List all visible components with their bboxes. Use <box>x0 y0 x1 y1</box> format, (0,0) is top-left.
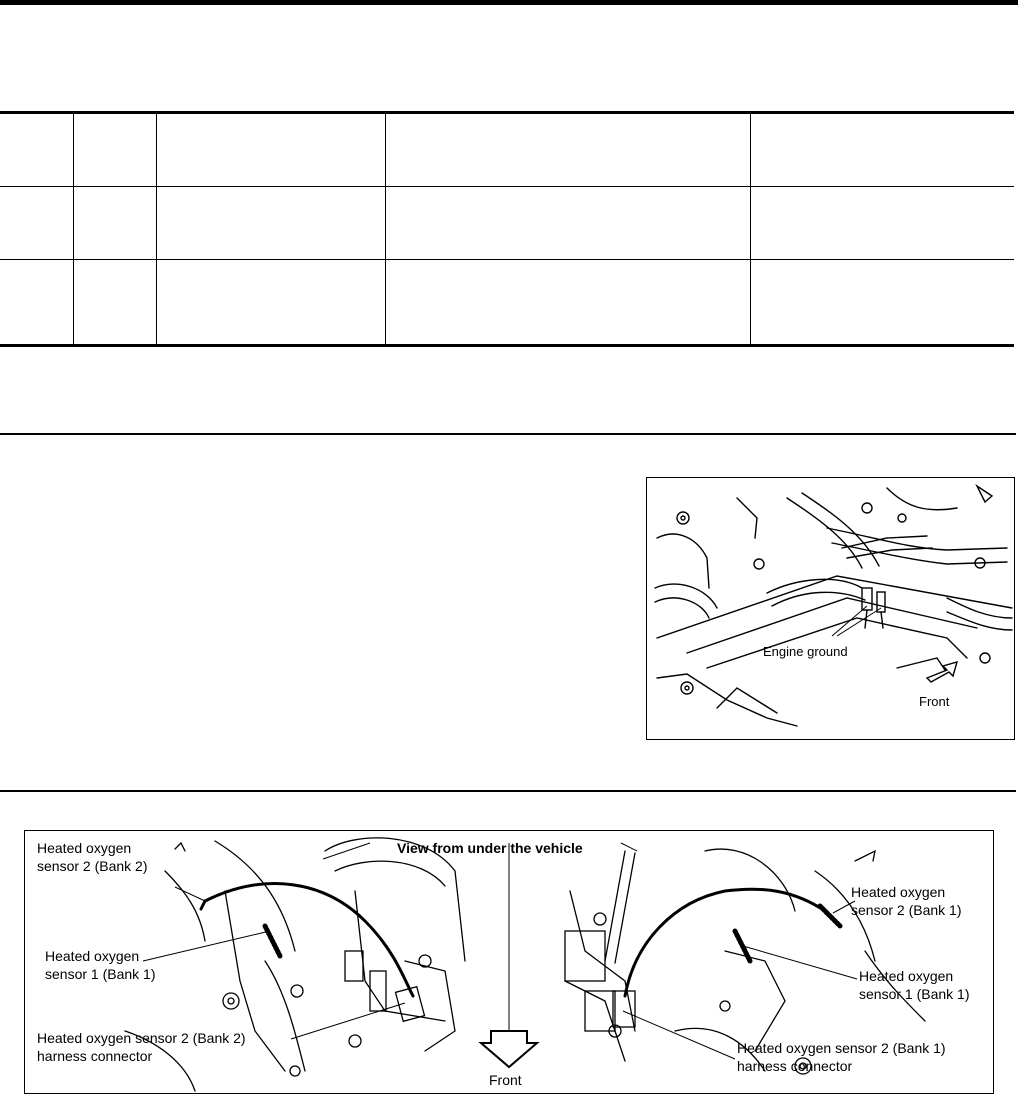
table-cell <box>750 113 1014 187</box>
right-sensor2-bank1-label-line1: Heated oxygen <box>851 884 946 900</box>
right-connector-label-line2: harness connector <box>737 1058 853 1074</box>
heated-oxygen-sensor-illustration <box>25 831 993 1093</box>
left-connector-label-line2: harness connector <box>37 1048 153 1064</box>
section-divider <box>0 433 1016 435</box>
table-row <box>0 187 1014 260</box>
table-cell <box>156 113 385 187</box>
right-connector-label-line1: Heated oxygen sensor 2 (Bank 1) <box>737 1040 946 1056</box>
engine-ground-label: Engine ground <box>763 644 848 659</box>
table-cell <box>0 260 73 346</box>
table-cell <box>750 187 1014 260</box>
table-row <box>0 113 1014 187</box>
table-cell <box>385 113 750 187</box>
left-connector-label-line1: Heated oxygen sensor 2 (Bank 2) <box>37 1030 246 1046</box>
front-label: Front <box>489 1072 522 1088</box>
top-rule <box>0 0 1018 5</box>
table-cell <box>0 113 73 187</box>
front-down-arrow-icon <box>481 1031 537 1067</box>
engine-ground-figure <box>646 477 1015 740</box>
table-cell <box>73 260 156 346</box>
left-sensor2-bank2-label-line1: Heated oxygen <box>37 840 132 856</box>
heated-oxygen-sensor-figure <box>24 830 994 1094</box>
table-cell <box>73 187 156 260</box>
table-cell <box>385 187 750 260</box>
table-cell <box>156 187 385 260</box>
empty-data-table <box>0 111 1014 347</box>
section-divider <box>0 790 1016 792</box>
right-sensor2-bank1-label-line2: sensor 2 (Bank 1) <box>851 902 962 918</box>
table-cell <box>156 260 385 346</box>
table-cell <box>750 260 1014 346</box>
table-row <box>0 260 1014 346</box>
right-sensor1-bank1-label-line2: sensor 1 (Bank 1) <box>859 986 970 1002</box>
table-cell <box>385 260 750 346</box>
right-sensor1-bank1-label-line1: Heated oxygen <box>859 968 954 984</box>
left-sensor1-bank1-label-line1: Heated oxygen <box>45 948 140 964</box>
front-label: Front <box>919 694 950 709</box>
table-cell <box>73 113 156 187</box>
left-sensor2-bank2-label-line2: sensor 2 (Bank 2) <box>37 858 148 874</box>
left-sensor1-bank1-label-line2: sensor 1 (Bank 1) <box>45 966 156 982</box>
table-cell <box>0 187 73 260</box>
engine-ground-illustration <box>647 478 1014 739</box>
view-title: View from under the vehicle <box>397 840 583 856</box>
